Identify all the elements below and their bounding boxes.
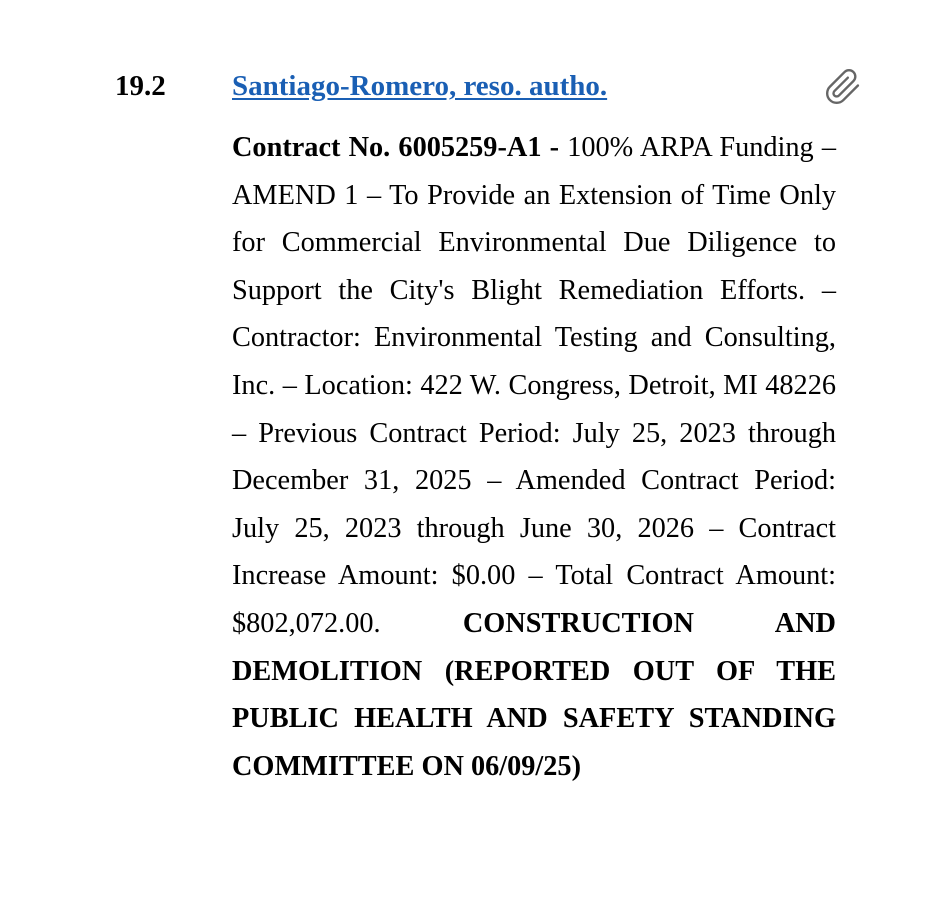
paperclip-icon[interactable] xyxy=(824,68,862,106)
item-number: 19.2 xyxy=(115,70,166,102)
committee-note: CONSTRUCTION AND DEMOLITION (REPORTED OUT OF THE PUBLIC HEALTH AND SAFETY STANDING COMMITTEE ON 06/09/25) xyxy=(232,607,836,782)
contract-number: Contract No. 6005259-A1 - xyxy=(232,132,560,163)
item-description xyxy=(232,124,836,790)
item-title-link[interactable]: Santiago-Romero, reso. autho. xyxy=(232,70,608,102)
contract-details: 100% ARPA Funding – AMEND 1 – To Provide an Extension of Time Only for Commercial Environmental Due Diligence to Support the City's Blight Remediation Efforts. – Contractor: Environmental Testing and Consulting, Inc. – Location: 422 W. Congress, Detroit, MI 48226 – Previous Contract Period: July 25, 2023 through December 31, 2025 – Amended Contract Period: July 25, 2023 through June 30, 2026 – Contract Increase Amount: $0.00 – Total Contract Amount: $802,072.00. xyxy=(232,132,836,639)
